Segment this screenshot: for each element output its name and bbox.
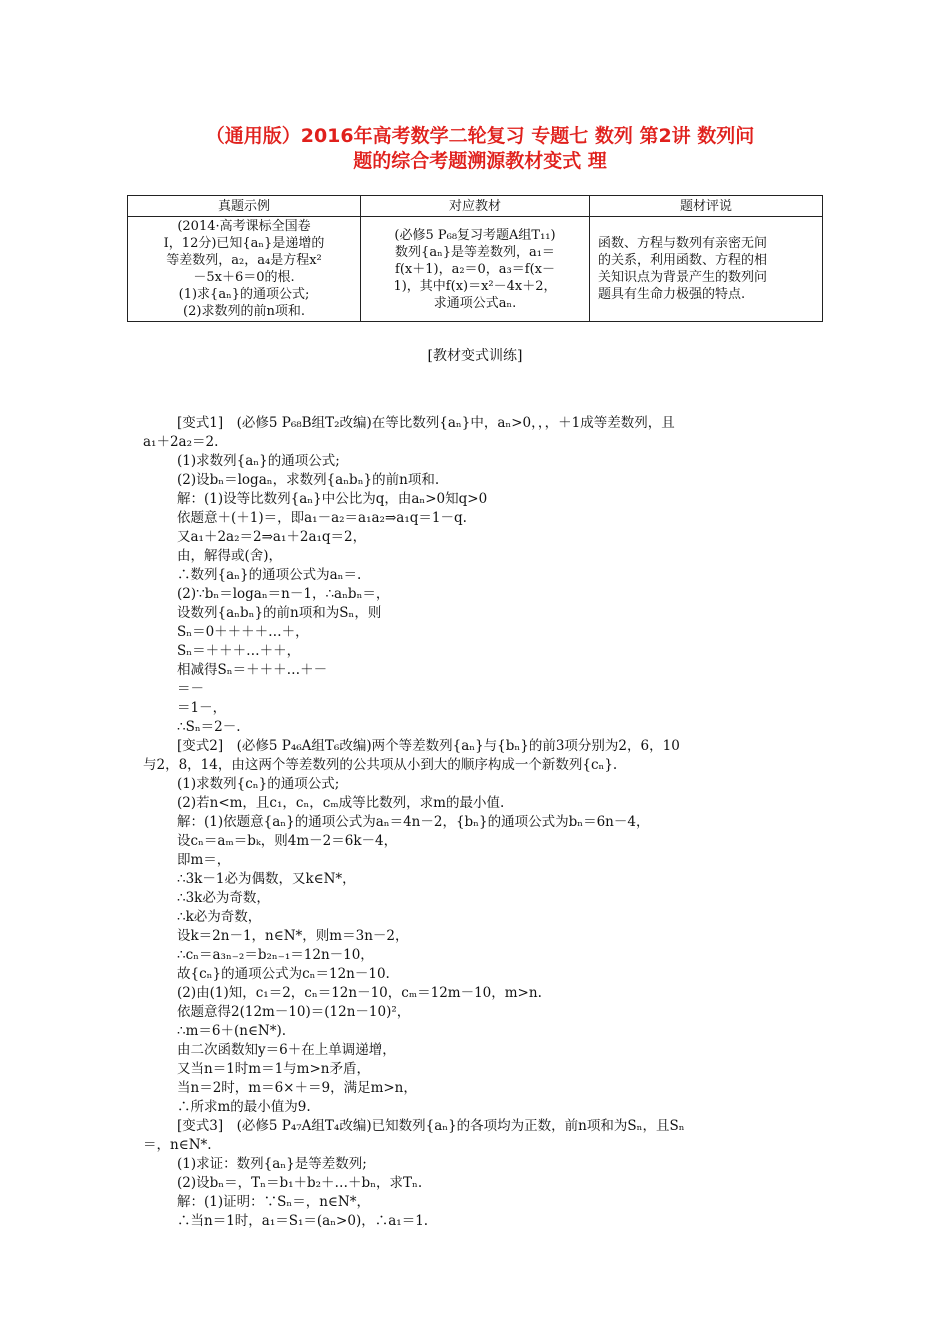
text-line: (2)若n<m，且c₁，cₙ，cₘ成等比数列，求m的最小值. <box>177 795 505 811</box>
text-line: ∴m＝6＋(n∈N*). <box>177 1023 287 1039</box>
cell-line: 题具有生命力极强的特点. <box>598 287 746 302</box>
cell-line: 的关系，利用函数、方程的相 <box>598 253 768 268</box>
text-line: 设cₙ＝aₘ＝bₖ，则4m－2＝6k－4， <box>177 833 398 849</box>
text-line: (2)设bₙ＝logaₙ，求数列{aₙbₙ}的前n项和. <box>177 472 440 488</box>
text-line: 故{cₙ}的通项公式为cₙ＝12n－10. <box>177 966 390 982</box>
text-line: 即m＝， <box>177 852 231 868</box>
text-line: [变式1] (必修5 P₆₈B组T₂改编)在等比数列{aₙ}中，aₙ>0，，，＋1成等差数列，且 <box>177 415 675 431</box>
cell-line: －5x＋6＝0的根. <box>193 270 295 285</box>
text-line: Sₙ＝0＋＋＋＋…＋， <box>177 624 309 640</box>
document-title <box>150 124 810 174</box>
text-line: 由，解得或(舍)， <box>177 548 283 564</box>
source-table <box>127 195 823 322</box>
text-line: ∴3k－1必为偶数，又k∈N*， <box>177 871 356 887</box>
text-line: 解：(1)证明：∵Sₙ＝，n∈N*， <box>177 1194 370 1210</box>
text-line: [变式3] (必修5 P₄₇A组T₄改编)已知数列{aₙ}的各项均为正数，前n项和为Sₙ，且Sₙ <box>177 1118 685 1134</box>
text-line: ＝－ <box>177 681 204 697</box>
text-line: 依题意得2(12m－10)＝(12n－10)²， <box>177 1004 411 1020</box>
header-textbook: 对应教材 <box>361 196 590 217</box>
header-comment: 题材评说 <box>590 196 823 217</box>
text-line: (1)求数列{aₙ}的通项公式; <box>177 453 340 469</box>
cell-comment <box>590 217 823 322</box>
text-line: [变式2] (必修5 P₄₆A组T₆改编)两个等差数列{aₙ}与{bₙ}的前3项分别为2，6，10 <box>177 738 680 754</box>
text-line: 又a₁＋2a₂＝2⇒a₁＋2a₁q＝2， <box>177 529 367 545</box>
text-line: ∴所求m的最小值为9. <box>177 1099 311 1115</box>
header-exam-example: 真题示例 <box>128 196 361 217</box>
text-line: (1)求证：数列{aₙ}是等差数列; <box>177 1156 367 1172</box>
text-line: 又当n＝1时m＝1与m>n矛盾， <box>177 1061 370 1077</box>
text-line: (2)设bₙ＝，Tₙ＝b₁＋b₂＋…＋bₙ，求Tₙ. <box>177 1175 423 1191</box>
text-line: ∴3k必为奇数， <box>177 890 270 906</box>
text-line: 与2，8，14，由这两个等差数列的公共项从小到大的顺序构成一个新数列{cₙ}. <box>143 757 618 773</box>
text-line: ∴当n＝1时，a₁＝S₁＝(aₙ>0)，∴a₁＝1. <box>177 1213 429 1229</box>
cell-line: 函数、方程与数列有亲密无间 <box>598 236 768 251</box>
cell-exam-example <box>128 217 361 322</box>
section-title: [教材变式训练] <box>427 348 523 364</box>
cell-line: (必修5 P₆₈复习考题A组T₁₁) <box>394 227 556 243</box>
text-line: 依题意＋(＋1)＝，即a₁－a₂＝a₁a₂⇒a₁q＝1－q. <box>177 510 467 526</box>
cell-line: 数列{aₙ}是等差数列，a₁＝ <box>395 244 555 260</box>
text-line: ∴Sₙ＝2－. <box>177 719 241 735</box>
cell-line: (2014·高考课标全国卷 <box>177 219 311 234</box>
text-line: 解：(1)依题意{aₙ}的通项公式为aₙ＝4n－2，{bₙ}的通项公式为bₙ＝6n－4， <box>177 814 650 830</box>
title-line-2: 题的综合考题溯源教材变式 理 <box>353 150 607 172</box>
cell-line: Ⅰ，12分)已知{aₙ}是递增的 <box>163 236 325 251</box>
cell-line: 求通项公式aₙ. <box>433 295 517 311</box>
title-line-1: （通用版）2016年高考数学二轮复习 专题七 数列 第2讲 数列问 <box>205 125 755 147</box>
text-line: 当n＝2时，m＝6×＋＝9，满足m>n， <box>177 1080 417 1096</box>
text-line: ∴k必为奇数， <box>177 909 262 925</box>
text-line: (1)求数列{cₙ}的通项公式; <box>177 776 340 792</box>
document-body <box>143 414 813 1231</box>
text-line: 设k＝2n－1，n∈N*，则m＝3n－2， <box>177 928 409 944</box>
text-line: ＝，n∈N*. <box>143 1137 212 1153</box>
cell-line: f(x＋1)，a₂＝0，a₃＝f(x－ <box>395 261 555 277</box>
text-line: ＝1－， <box>177 700 227 716</box>
cell-line: (1)求{aₙ}的通项公式; <box>178 287 310 302</box>
text-line: ∴cₙ＝a₃ₙ₋₂＝b₂ₙ₋₁＝12n－10， <box>177 947 374 963</box>
text-line: 设数列{aₙbₙ}的前n项和为Sₙ，则 <box>177 605 382 621</box>
text-line: ∴数列{aₙ}的通项公式为aₙ＝. <box>177 567 362 583</box>
text-line: Sₙ＝＋＋＋…＋＋， <box>177 643 301 659</box>
table-header-row <box>128 196 823 217</box>
cell-line: (2)求数列的前n项和. <box>183 304 305 319</box>
text-line: (2)∵bₙ＝logaₙ＝n－1，∴aₙbₙ＝， <box>177 586 390 602</box>
text-line: 解：(1)设等比数列{aₙ}中公比为q，由aₙ>0知q>0 <box>177 491 488 507</box>
cell-line: 等差数列，a₂，a₄是方程x² <box>166 253 322 268</box>
cell-line: 1)，其中f(x)＝x²－4x＋2， <box>393 278 557 294</box>
text-line: a₁＋2a₂＝2. <box>143 434 219 450</box>
cell-textbook <box>361 217 590 322</box>
text-line: 由二次函数知y＝6＋在上单调递增， <box>177 1042 396 1058</box>
text-line: 相减得Sₙ＝＋＋＋…＋－ <box>177 662 328 678</box>
table-row <box>128 217 823 322</box>
text-line: (2)由(1)知，c₁＝2，cₙ＝12n－10，cₘ＝12m－10，m>n. <box>177 985 542 1001</box>
cell-line: 关知识点为背景产生的数列问 <box>598 270 768 285</box>
